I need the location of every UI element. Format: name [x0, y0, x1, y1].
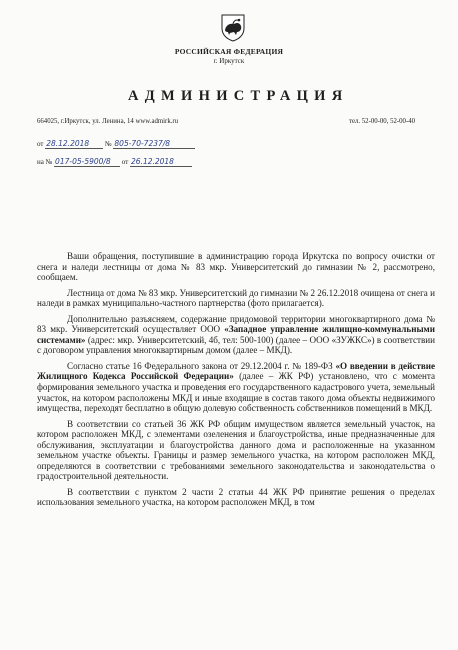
country-name: РОССИЙСКАЯ ФЕДЕРАЦИЯ	[174, 47, 284, 56]
reference-date: 26.12.2018	[130, 157, 192, 167]
reference-date-label: от	[121, 158, 129, 166]
letter-body	[37, 251, 435, 513]
coat-of-arms-icon	[221, 14, 245, 42]
organization-phone: тел. 52-00-00, 52-00-40	[349, 118, 416, 125]
text-segment: Согласно статье 16 Федерального закона от 29.12.2004 г. № 189-ФЗ	[67, 360, 336, 371]
outgoing-number: 805-70-7237/8	[113, 139, 195, 149]
paragraph-federal-law	[37, 361, 435, 414]
paragraph-cleaning: Лестница от дома № 83 мкр. Университетский до гимназии № 2 26.12.2018 очищена от снега и наледи в рамках муниципально-частного партнерства (фото прилагается).	[37, 287, 435, 309]
paragraph-appeal: Ваши обращения, поступившие в администрацию города Иркутска по вопросу очистки от снега и наледи лестницы от дома № 83 мкр. Университетский до гимназии № 2, рассмотрено, сообщаем.	[37, 251, 435, 283]
paragraph-management-company	[37, 314, 435, 356]
date-label: от	[37, 140, 44, 148]
reference-number: 017-05-5900/8	[54, 157, 120, 167]
paragraph-article-36: В соответствии со статьей 36 ЖК РФ общим имуществом является земельный участок, на котором расположен МКД, с элементами озеленения и благоустройства, иные предназначенные для обслуживания, эксплуатации и благоустройства данного дома и расположенные на указанном земельном участке объекты. Границы и размер земельного участка, на котором расположен МКД, определяются в соответствии с требованиями земельного законодательства и законодательства о градостроительной деятельности.	[37, 418, 435, 482]
law-title: «О введении в действие Жилищного Кодекса Российской Федерации»	[37, 360, 436, 382]
paragraph-article-44: В соответствии с пунктом 2 части 2 статьи 44 ЖК РФ принятие решения о пределах использования земельного участка, на котором расположен МКД, в том	[37, 486, 435, 508]
reference-number-label: на №	[37, 158, 53, 166]
outgoing-date: 28.12.2018	[45, 139, 103, 149]
text-segment: (далее – ЖК РФ) установлено, что с момента формирования земельного участка и проведения его государственного кадастрового учета, земельный участок, на котором расположены МКД и иные входящие в состав такого дома объекты недвижимого имущества, переходят бесплатно в общую долевую собственность собственников помещений в МКД.	[37, 371, 435, 414]
text-segment: (адрес: мкр. Университетский, 4б, тел: 500-100) (далее – ООО «ЗУЖКС») в соответствии с договором управления многоквартирным домом (далее – МКД).	[37, 334, 435, 356]
number-label: №	[104, 140, 112, 148]
organization-title: АДМИНИСТРАЦИЯ	[128, 88, 349, 104]
organization-address: 664025, г.Иркутск, ул. Ленина, 14 www.admirk.ru	[37, 118, 179, 125]
text-segment: Дополнительно разъясняем, содержание придомовой территории многоквартирного дома № 83 мкр. Университетский осуществляет ООО	[37, 313, 435, 335]
incoming-registration-line	[37, 157, 192, 167]
outgoing-registration-line	[37, 139, 195, 149]
city-name: г. Иркутск	[213, 57, 245, 65]
company-name: «Западное управление жилищно-коммунальными системами»	[37, 324, 435, 345]
